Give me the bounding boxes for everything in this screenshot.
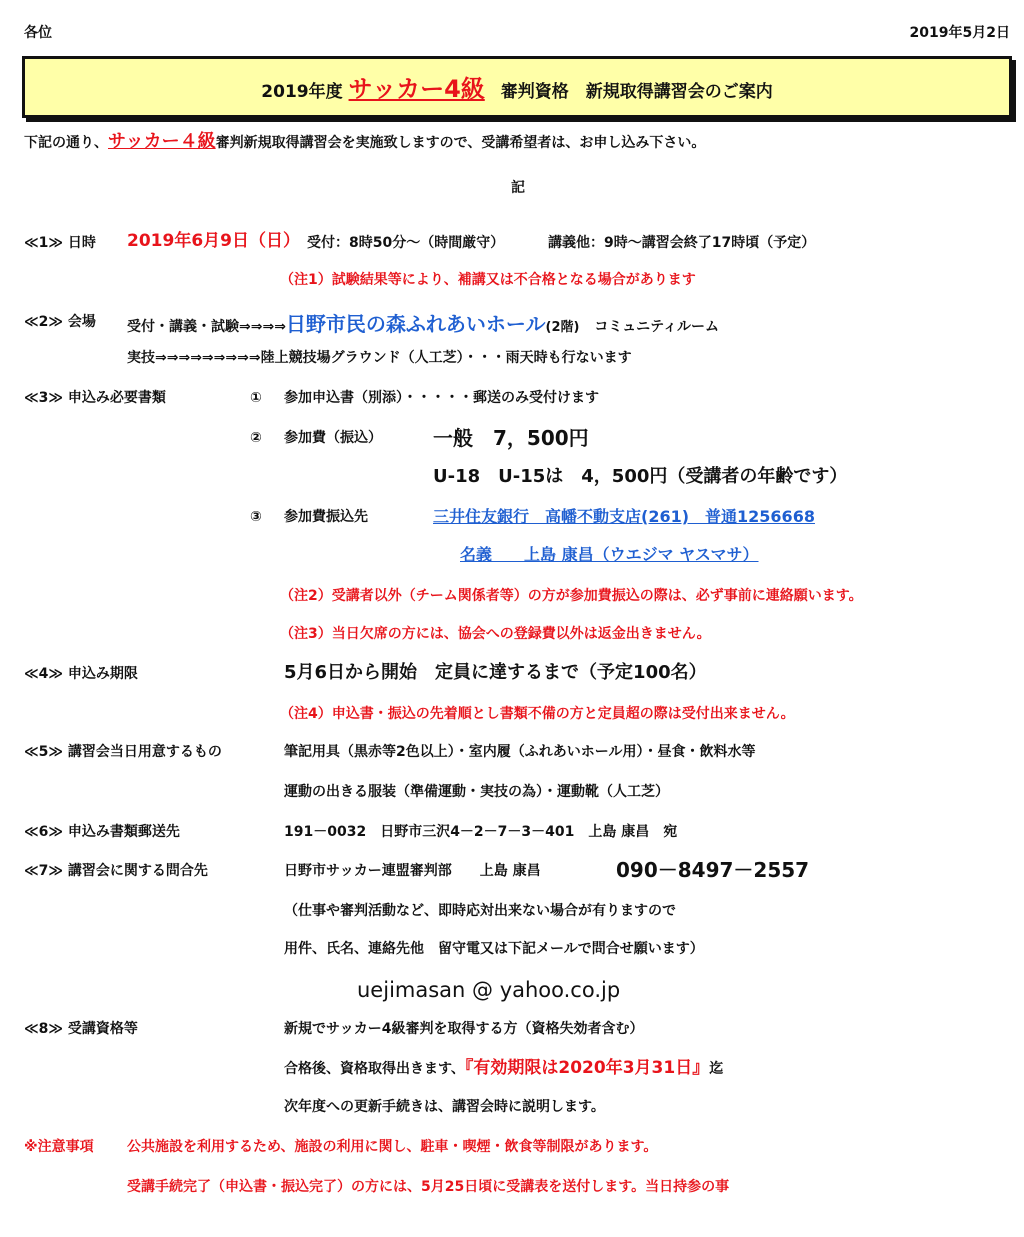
note2: （注2）受講者以外（チーム関係者等）の方が参加費振込の際は、必ず事前に連絡願います。 <box>280 588 863 604</box>
doc3-text: 参加費振込先 <box>284 509 368 525</box>
item1-schedule: 講義他：9時～講習会終了17時頃（予定） <box>548 235 816 251</box>
item1-date: 2019年6月9日（日） <box>127 231 300 251</box>
note3: （注3）当日欠席の方には、協会への登録費以外は返金出きません。 <box>280 626 711 642</box>
item1-note: （注1）試験結果等により、補講又は不合格となる場合があります <box>280 272 696 288</box>
contact-name: 日野市サッカー連盟審判部 上島 康昌 <box>284 863 541 879</box>
item8-line3: 次年度への更新手続きは、講習会時に説明します。 <box>284 1099 605 1115</box>
title-year: 2019年度 <box>261 82 343 102</box>
ki-heading: 記 <box>511 180 525 196</box>
title-rest: 審判資格 新規取得講習会のご案内 <box>500 82 773 102</box>
notice-line2: 受講手続完了（申込書・振込完了）の方には、5月25日頃に受講表を送付します。当日持参の事 <box>127 1179 730 1195</box>
expiry-date: 『有効期限は2020年3月31日』 <box>464 1058 710 1078</box>
contact-email: uejimasan @ yahoo.co.jp <box>357 978 621 1002</box>
item2-label: ≪2≫ 会場 <box>24 314 96 330</box>
account-holder: 名義 上島 康昌（ウエジマ ヤスマサ） <box>460 545 759 564</box>
doc2-text: 参加費（振込） <box>284 430 382 446</box>
fee-youth: U-18 U-15は 4，500円（受講者の年齢です） <box>433 466 848 487</box>
item7-line2: （仕事や審判活動など、即時応対出来ない場合が有りますので <box>284 903 676 919</box>
item4-label: ≪4≫ 申込み期限 <box>24 666 138 682</box>
application-period: 5月6日から開始 定員に達するまで（予定100名） <box>284 662 707 683</box>
item3-label: ≪3≫ 申込み必要書類 <box>24 390 166 406</box>
item8-line1: 新規でサッカー4級審判を取得する方（資格失効者含む） <box>284 1021 644 1037</box>
item2-line1: 受付・講義・試験⇒⇒⇒⇒日野市民の森ふれあいホール(2階) コミュニティルーム <box>127 312 719 336</box>
mailing-address: 191－0032 日野市三沢4－2－7－3－401 上島 康昌 宛 <box>284 824 678 840</box>
title-grade: サッカー4級 <box>348 75 485 103</box>
venue-name: 日野市民の森ふれあいホール <box>285 312 546 336</box>
note4: （注4）申込書・振込の先着順とし書類不備の方と定員超の際は受付出来ません。 <box>280 706 795 722</box>
item8-line2: 合格後、資格取得出きます、『有効期限は2020年3月31日』迄 <box>284 1058 724 1078</box>
document-date: 2019年5月2日 <box>909 25 1010 41</box>
doc1-text: 参加申込書（別添）・・・・・郵送のみ受付けます <box>284 390 599 406</box>
item2-line2: 実技⇒⇒⇒⇒⇒⇒⇒⇒⇒陸上競技場グラウンド（人工芝）・・・雨天時も行ないます <box>127 350 632 366</box>
item1-label: ≪1≫ 日時 <box>24 235 96 251</box>
intro-text: 下記の通り、サッカー４級審判新規取得講習会を実施致しますので、受講希望者は、お申し込み下さい。 <box>24 131 706 152</box>
item5-line1: 筆記用具（黒赤等2色以上）・室内履（ふれあいホール用）・昼食・飲料水等 <box>284 744 756 760</box>
item7-line3: 用件、氏名、連絡先他 留守電又は下記メールで問合せ願います） <box>284 941 704 957</box>
item5-label: ≪5≫ 講習会当日用意するもの <box>24 744 222 760</box>
contact-phone: 090－8497－2557 <box>616 858 810 882</box>
doc1-number: ① <box>250 390 262 406</box>
item7-label: ≪7≫ 講習会に関する問合先 <box>24 863 208 879</box>
doc3-number: ③ <box>250 509 262 525</box>
item8-label: ≪8≫ 受講資格等 <box>24 1021 138 1037</box>
item1-reception: 受付：8時50分～（時間厳守） <box>307 235 505 251</box>
item5-line2: 運動の出きる服装（準備運動・実技の為）・運動靴（人工芝） <box>284 784 669 800</box>
addressee: 各位 <box>24 25 52 41</box>
item6-label: ≪6≫ 申込み書類郵送先 <box>24 824 180 840</box>
notice-line1: 公共施設を利用するため、施設の利用に関し、駐車・喫煙・飲食等制限があります。 <box>127 1139 658 1155</box>
intro-grade: サッカー４級 <box>108 131 216 152</box>
page-title <box>25 77 1009 101</box>
bank-account: 三井住友銀行 高幡不動支店(261) 普通1256668 <box>433 507 815 526</box>
fee-general: 一般 7，500円 <box>433 426 589 450</box>
notice-label: ※注意事項 <box>24 1139 94 1155</box>
doc2-number: ② <box>250 430 262 446</box>
title-box <box>22 56 1012 118</box>
